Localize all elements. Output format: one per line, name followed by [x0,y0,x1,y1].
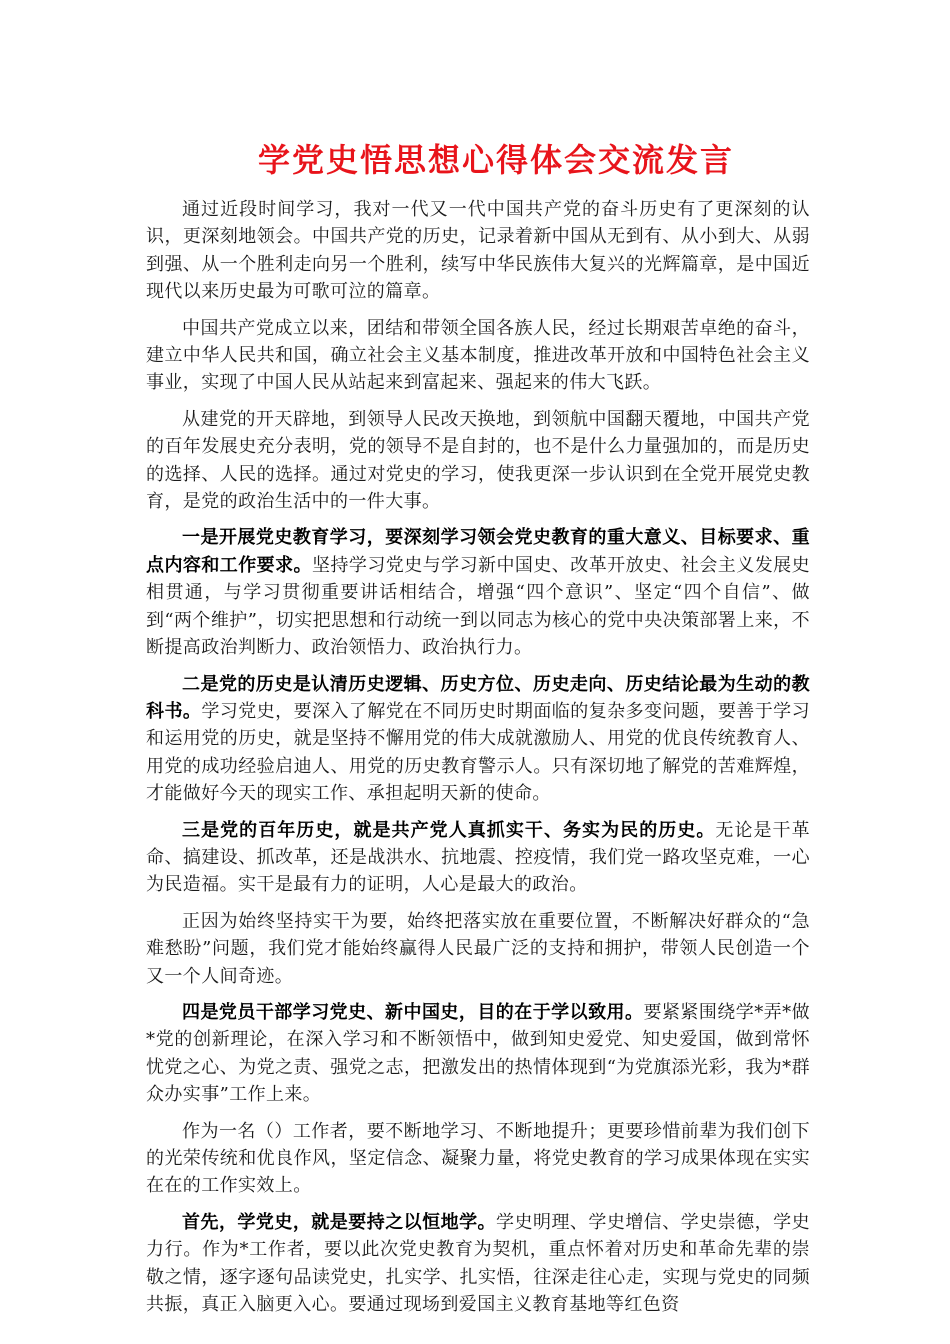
paragraph-4 [146,524,810,661]
paragraph-2-text: 中国共产党成立以来，团结和带领全国各族人民，经过长期艰苦卓绝的奋斗，建立中华人民共和国，确立社会主义基本制度，推进改革开放和中国特色社会主义事业，实现了中国人民从站起来到富起来、强起来的伟大飞跃。 [146,317,810,394]
paragraph-2 [146,315,810,397]
paragraph-1-text: 通过近段时间学习，我对一代又一代中国共产党的奋斗历史有了更深刻的认识，更深刻地领会。中国共产党的历史，记录着新中国从无到有、从小到大、从弱到强、从一个胜利走向另一个胜利，续写中华民族伟大复兴的光辉篇章，是中国近现代以来历史最为可歌可泣的篇章。 [146,199,810,303]
paragraph-9-text: 作为一名（）工作者，要不断地学习、不断地提升；更要珍惜前辈为我们创下的光荣传统和优良作风，坚定信念、凝聚力量，将党史教育的学习成果体现在实实在在的工作实效上。 [146,1120,810,1197]
paragraph-10 [146,1209,810,1319]
paragraph-10-text: 学史明理、学史增信、学史崇德，学史力行。作为*工作者，要以此次党史教育为契机，重点怀着对历史和革命先辈的崇敬之情，逐字逐句品读党史，扎实学、扎实悟，往深走往心走，实现与党史的同频共振，真正入脑更入心。要通过现场到爱国主义教育基地等红色资 [146,1211,810,1316]
paragraph-6-lead: 三是党的百年历史，就是共产党人真抓实干、务实为民的历史。 [182,819,716,841]
paragraph-5 [146,671,810,808]
paragraph-8-text: 要紧紧围绕学*弄*做*党的创新理论，在深入学习和不断领悟中，做到知史爱党、知史爱国，做到常怀忧党之心、为党之责、强党之志，把激发出的热情体现到“为党旗添光彩，我为*群众办实事”工作上来。 [146,1001,810,1106]
paragraph-3-text: 从建党的开天辟地，到领导人民改天换地，到领航中国翻天覆地，中国共产党的百年发展史充分表明，党的领导不是自封的，也不是什么力量强加的，而是历史的选择、人民的选择。通过对党史的学习，使我更深一步认识到在全党开展党史教育，是党的政治生活中的一件大事。 [146,408,810,513]
paragraph-3 [146,406,810,516]
paragraph-4-lead: 一是开展党史教育学习，要深刻学习领会党史教育的重大意义、目标要求、重点内容和工作要求。 [146,527,810,576]
paragraph-5-lead: 二是党的历史是认清历史逻辑、历史方位、历史走向、历史结论最为生动的教科书。 [146,673,810,722]
paragraph-7 [146,908,810,990]
paragraph-4-text: 坚持学习党史与学习新中国史、改革开放史、社会主义发展史相贯通，与学习贯彻重要讲话相结合，增强“四个意识”、坚定“四个自信”、做到“两个维护”，切实把思想和行动统一到以同志为核心的党中央决策部署上来，不断提高政治判断力、政治领悟力、政治执行力。 [146,554,810,659]
paragraph-6 [146,817,810,899]
paragraph-10-lead: 首先，学党史，就是要持之以恒地学。 [182,1211,497,1233]
paragraph-8 [146,999,810,1109]
document-page [146,136,810,1327]
document-title: 学党史悟思想心得体会交流发言 [258,141,735,179]
paragraph-8-lead: 四是党员干部学习党史、新中国史，目的在于学以致用。 [182,1001,644,1023]
paragraph-5-text: 学习党史，要深入了解党在不同历史时期面临的复杂多变问题，要善于学习和运用党的历史，就是坚持不懈用党的伟大成就激励人、用党的优良传统教育人、用党的成功经验启迪人、用党的历史教育警示人。只有深切地了解党的苦难辉煌，才能做好今天的现实工作、承担起明天新的使命。 [146,700,810,805]
paragraph-1 [146,196,810,306]
paragraph-6-text: 无论是干革命、搞建设、抓改革，还是战洪水、抗地震、控疫情，我们党一路攻坚克难，一心为民造福。实干是最有力的证明，人心是最大的政治。 [146,819,811,896]
paragraph-9 [146,1118,810,1200]
paragraph-7-text: 正因为始终坚持实干为要，始终把落实放在重要位置，不断解决好群众的“急难愁盼”问题，我们党才能始终赢得人民最广泛的支持和拥护，带领人民创造一个又一个人间奇迹。 [146,910,810,987]
